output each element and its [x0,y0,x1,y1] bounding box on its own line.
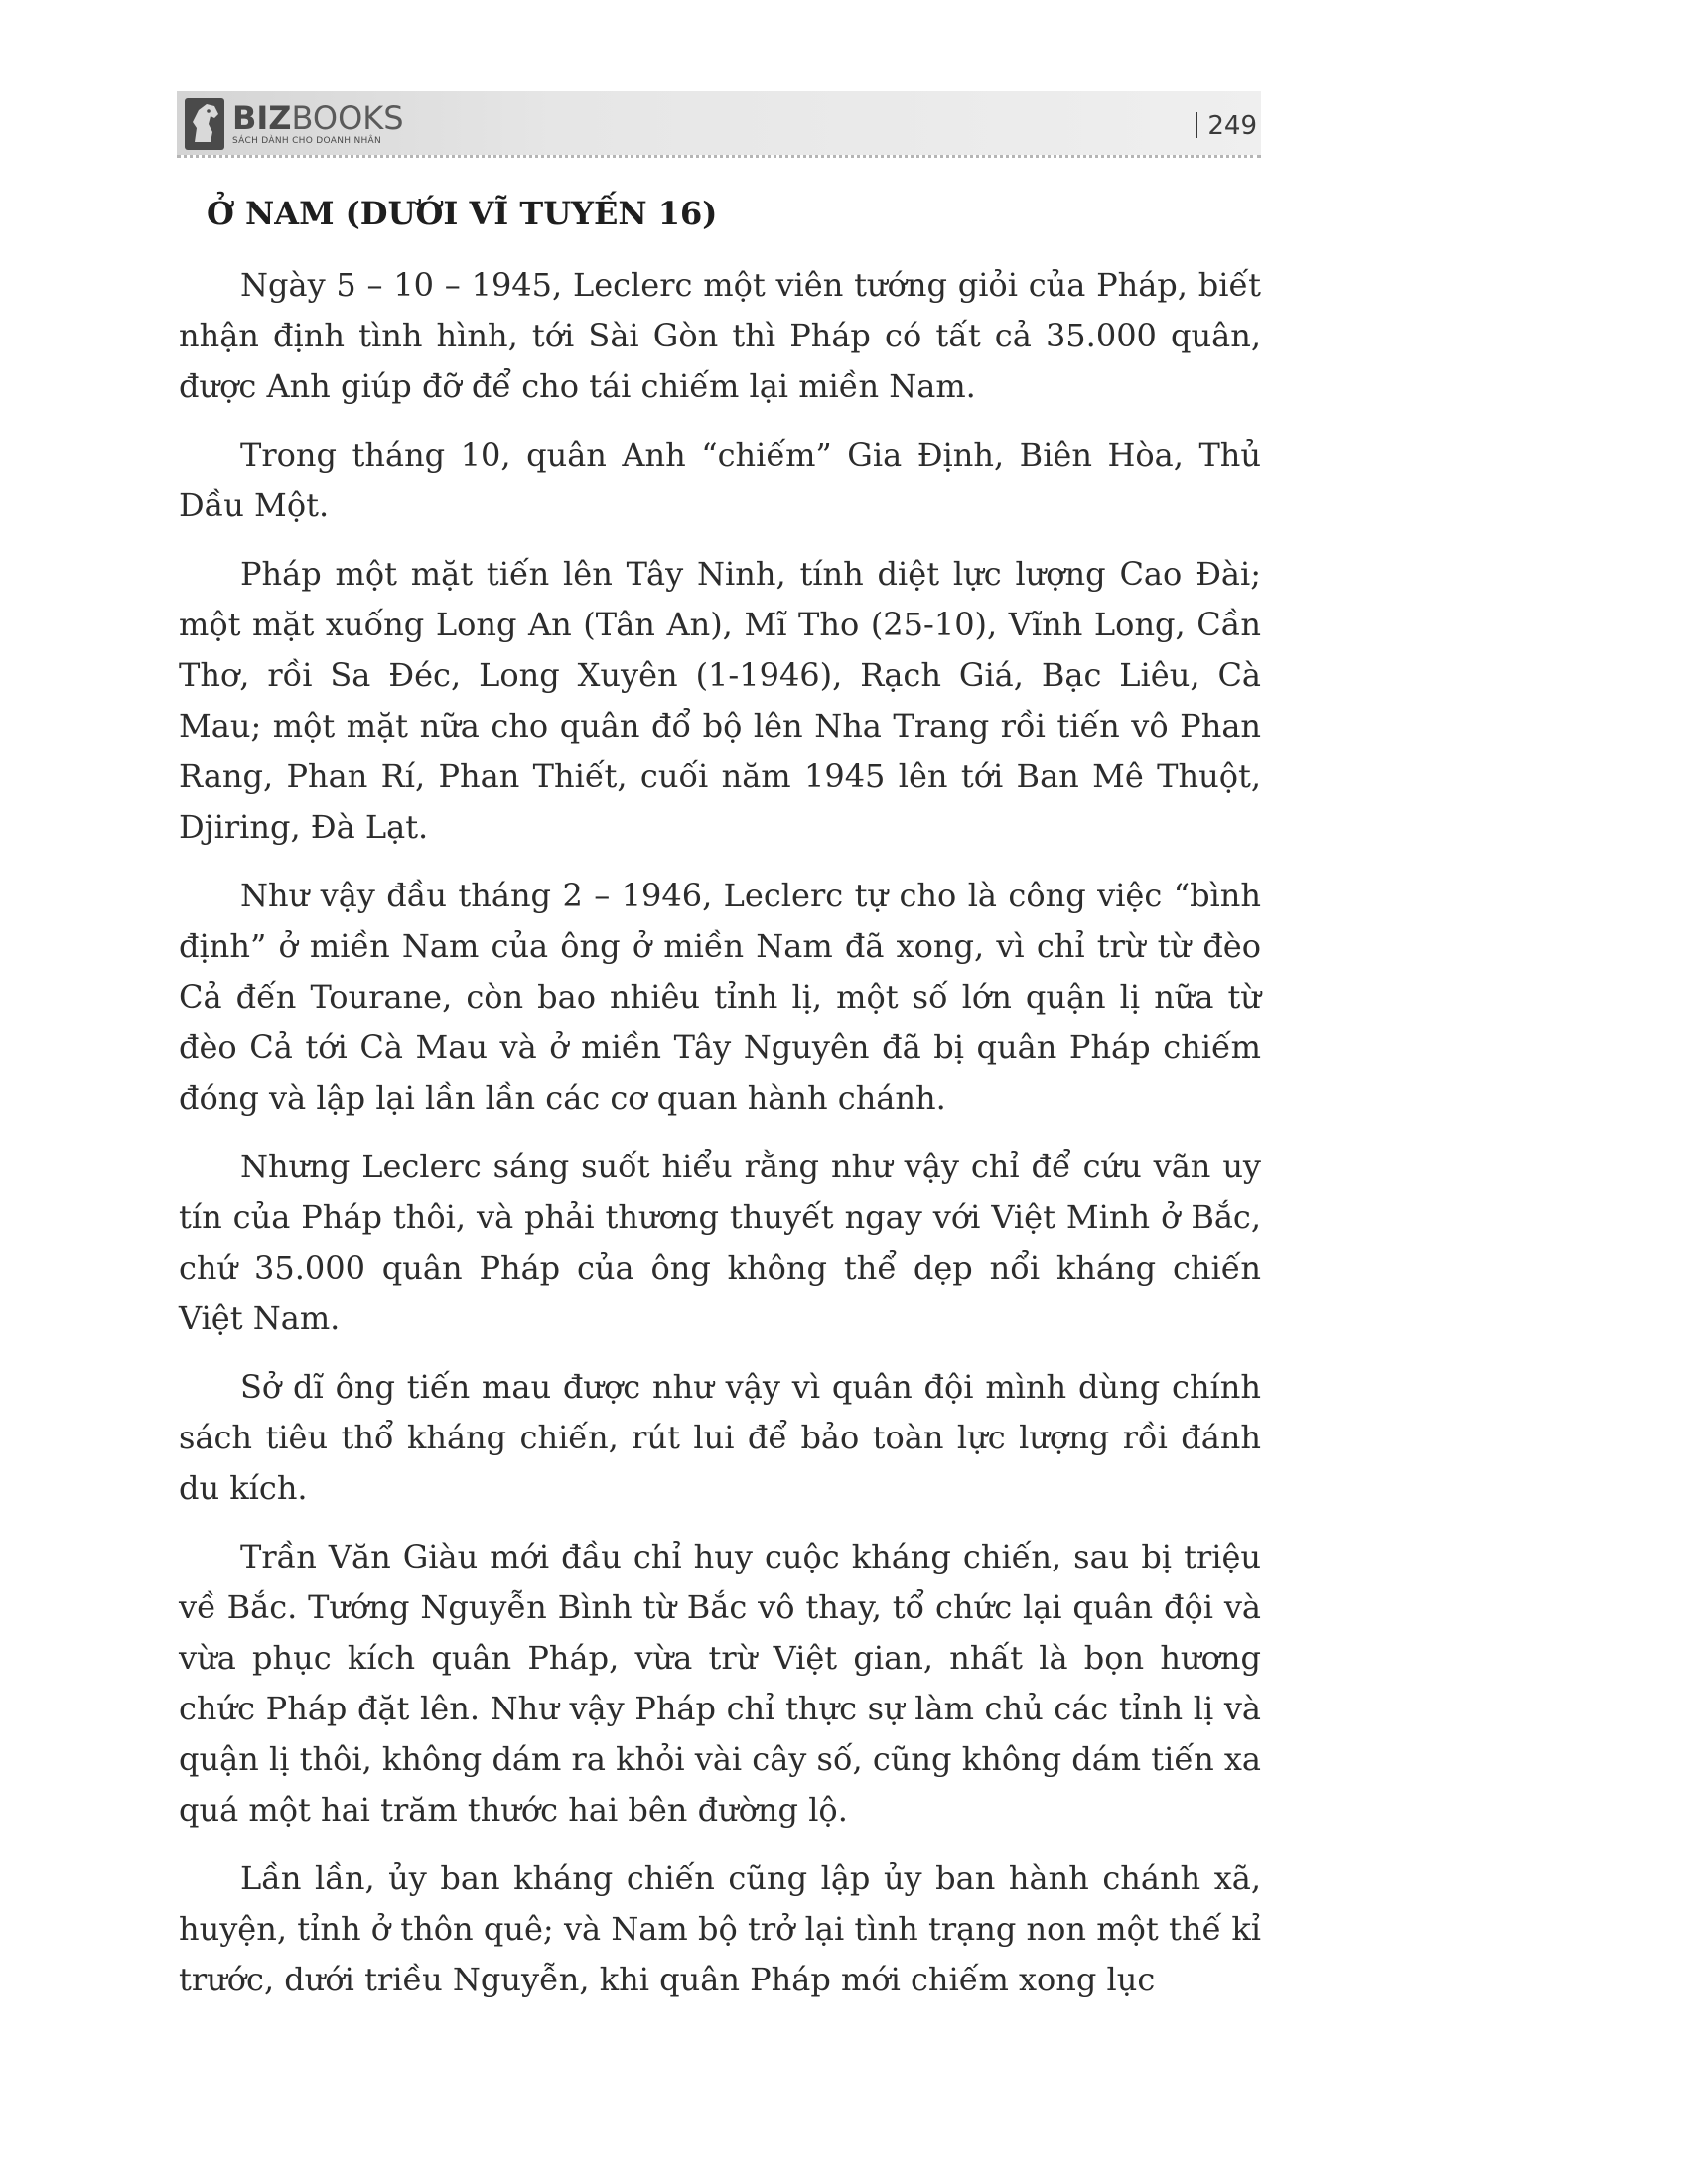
paragraph: Nhưng Leclerc sáng suốt hiểu rằng như vậy chỉ để cứu vãn uy tín của Pháp thôi, và phải thương thuyết ngay với Việt Minh ở Bắc, chứ 35.000 quân Pháp của ông không thể dẹp nổi kháng chiến Việt Nam. [179,1148,1261,1337]
paragraph: Trần Văn Giàu mới đầu chỉ huy cuộc kháng chiến, sau bị triệu về Bắc. Tướng Nguyễn Bình từ Bắc vô thay, tổ chức lại quân đội và vừa phục kích quân Pháp, vừa trừ Việt gian, nhất là bọn hương chức Pháp đặt lên. Như vậy Pháp chỉ thực sự làm chủ các tỉnh lị và quận lị thôi, không dám ra khỏi vài cây số, cũng không dám tiến xa quá một hai trăm thước hai bên đường lộ. [179,1538,1261,1829]
logo-name: BIZBOOKS [232,99,404,137]
text-body [179,260,1261,2023]
page-number: 249 [1196,111,1257,141]
logo-tagline: SÁCH DÀNH CHO DOANH NHÂN [232,136,382,146]
paragraph: Trong tháng 10, quân Anh “chiếm” Gia Định, Biên Hòa, Thủ Dầu Một. [179,436,1261,524]
paragraph: Lần lần, ủy ban kháng chiến cũng lập ủy ban hành chánh xã, huyện, tỉnh ở thôn quê; và Nam bộ trở lại tình trạng non một thế kỉ trước, dưới triều Nguyễn, khi quân Pháp mới chiếm xong lục [179,1859,1261,1998]
paragraph: Sở dĩ ông tiến mau được như vậy vì quân đội mình dùng chính sách tiêu thổ kháng chiến, rút lui để bảo toàn lực lượng rồi đánh du kích. [179,1368,1261,1507]
paragraph: Như vậy đầu tháng 2 – 1946, Leclerc tự cho là công việc “bình định” ở miền Nam của ông ở miền Nam đã xong, vì chỉ trừ từ đèo Cả đến Tourane, còn bao nhiêu tỉnh lị, một số lớn quận lị nữa từ đèo Cả tới Cà Mau và ở miền Tây Nguyên đã bị quân Pháp chiếm đóng và lập lại lần lần các cơ quan hành chánh. [179,877,1261,1117]
section-title: Ở NAM (DƯỚI VĨ TUYẾN 16) [207,195,718,232]
header-divider [177,155,1261,158]
publisher-logo [185,97,404,151]
paragraph: Pháp một mặt tiến lên Tây Ninh, tính diệt lực lượng Cao Đài; một mặt xuống Long An (Tân An), Mĩ Tho (25-10), Vĩnh Long, Cần Thơ, rồi Sa Đéc, Long Xuyên (1-1946), Rạch Giá, Bạc Liêu, Cà Mau; một mặt nữa cho quân đổ bộ lên Nha Trang rồi tiến vô Phan Rang, Phan Rí, Phan Thiết, cuối năm 1945 lên tới Ban Mê Thuột, Djiring, Đà Lạt. [179,555,1261,846]
paragraph: Ngày 5 – 10 – 1945, Leclerc một viên tướng giỏi của Pháp, biết nhận định tình hình, tới Sài Gòn thì Pháp có tất cả 35.000 quân, được Anh giúp đỡ để cho tái chiếm lại miền Nam. [179,266,1261,405]
horse-head-icon [185,98,224,150]
page-number-divider [1196,112,1197,138]
